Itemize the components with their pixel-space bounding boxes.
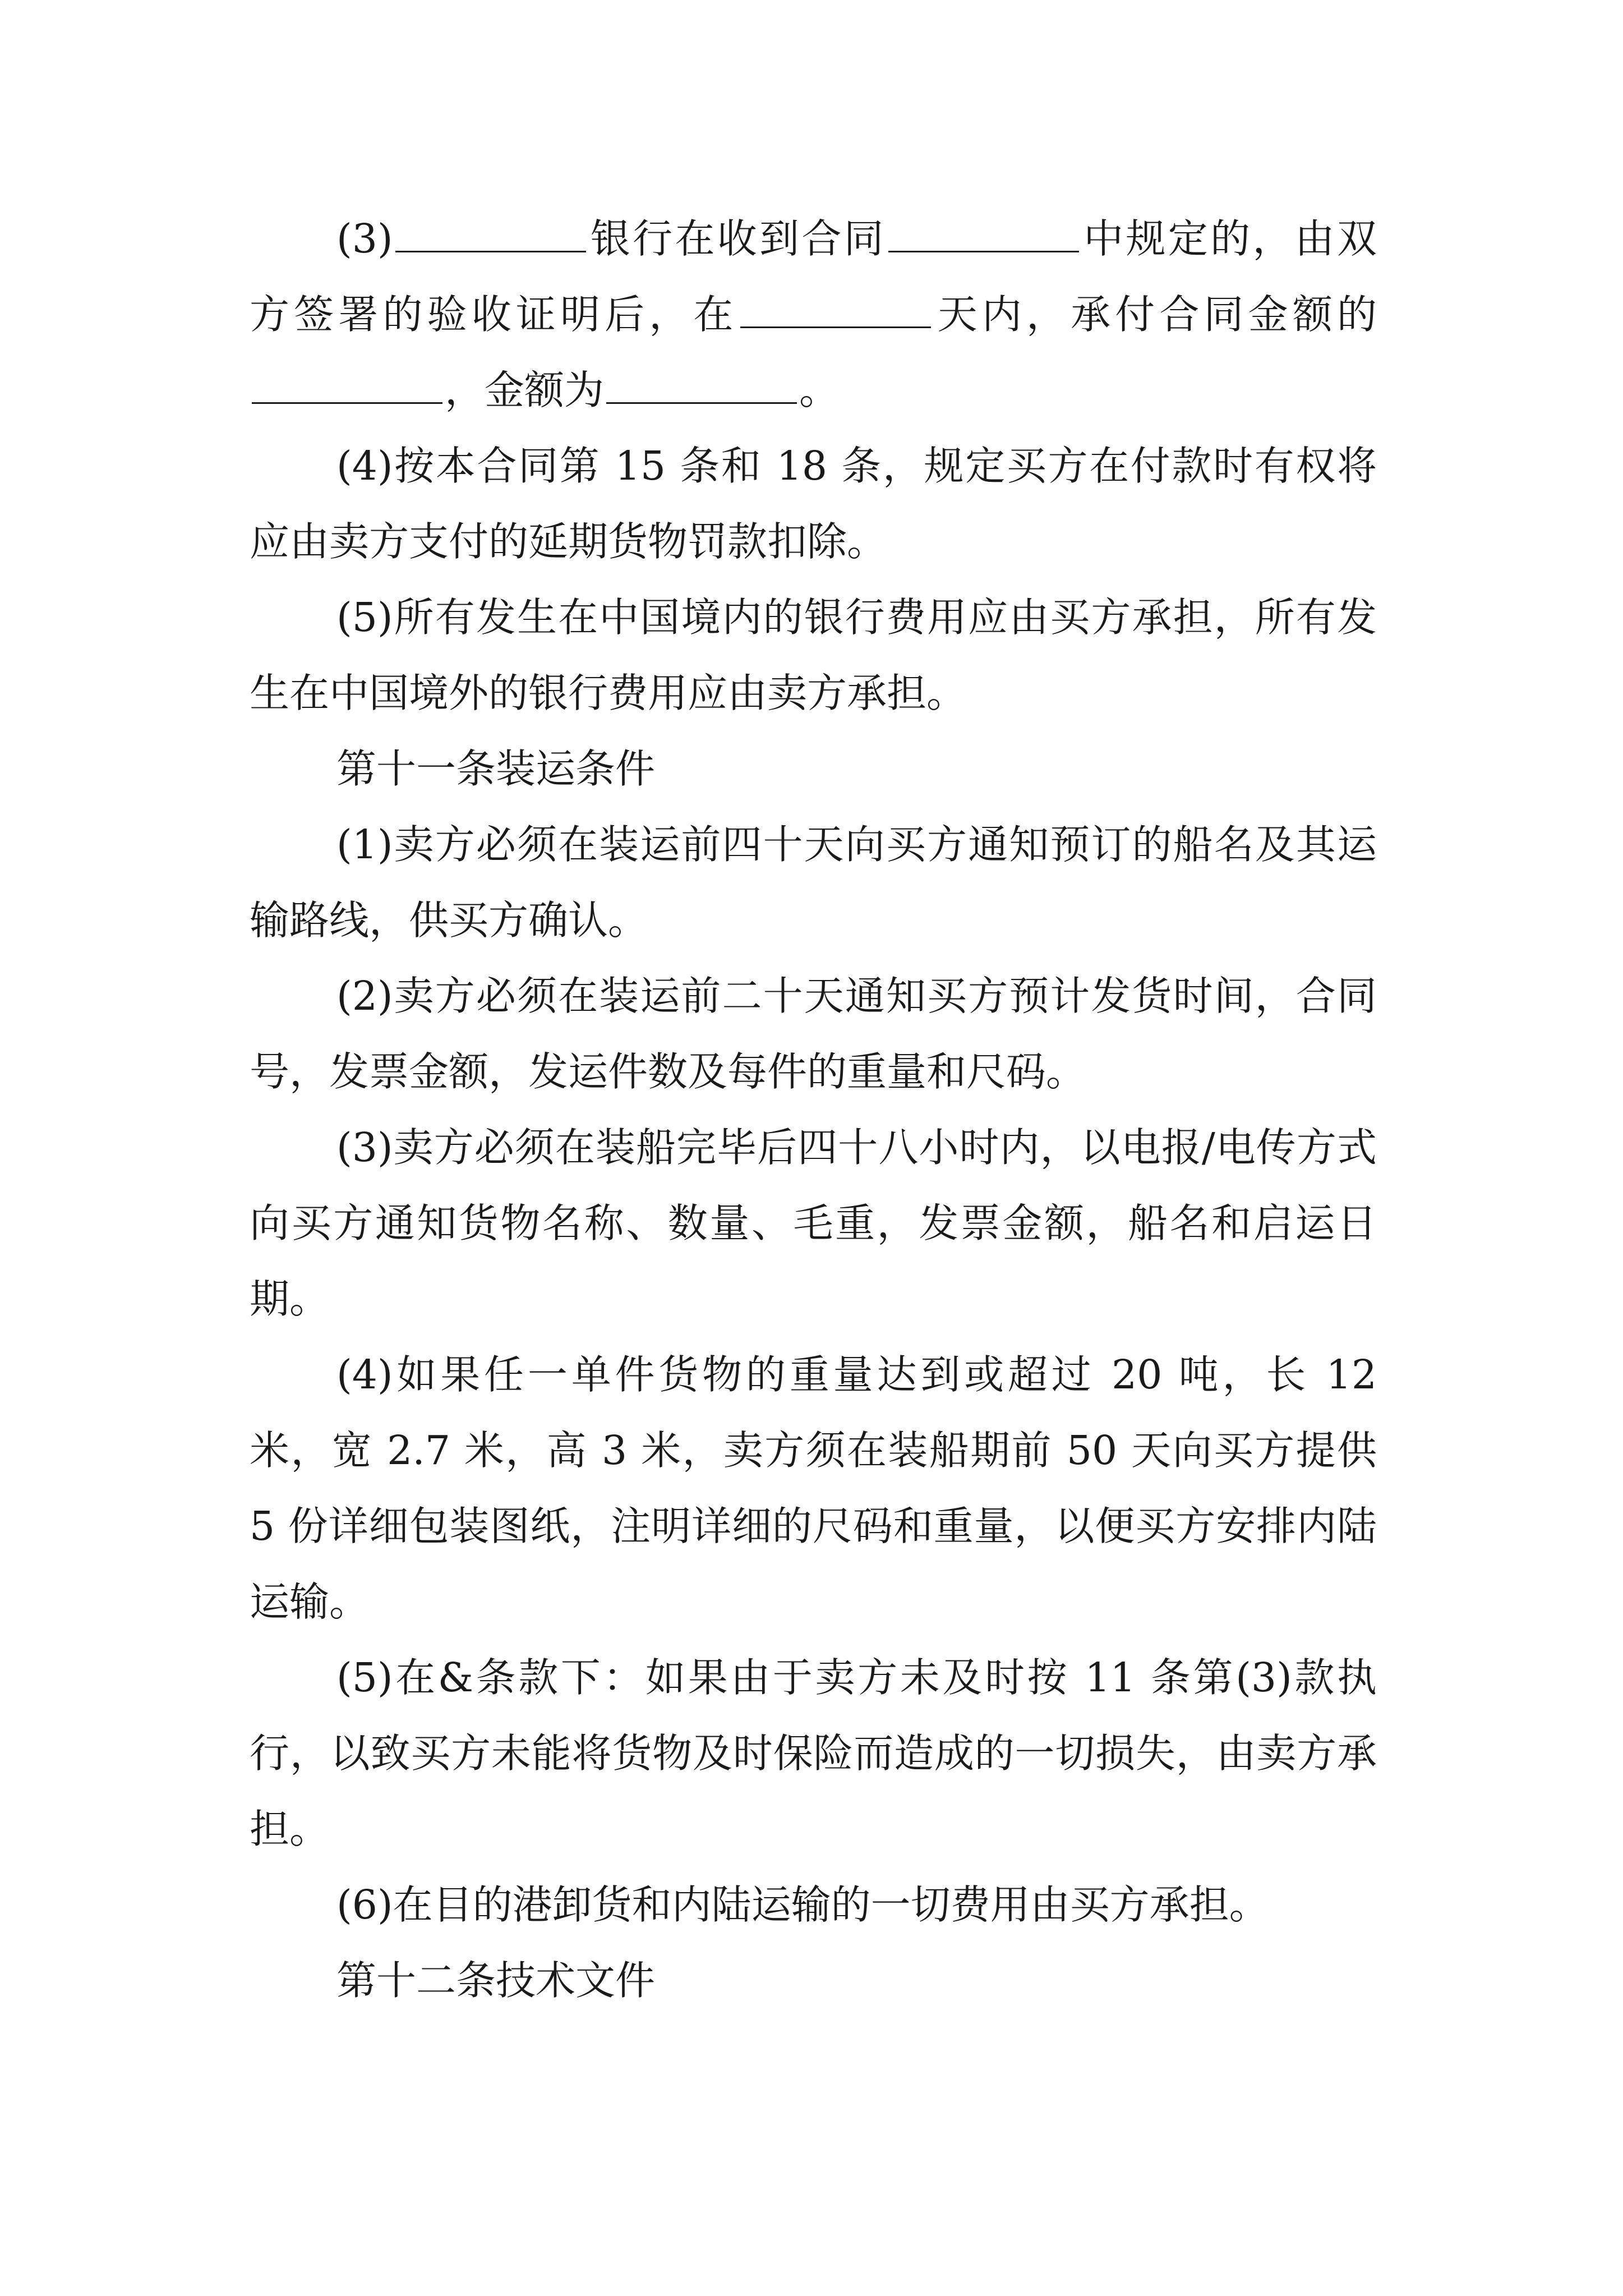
blank-field-days	[740, 293, 931, 328]
shipping-clause-3: (3)卖方必须在装船完毕后四十八小时内，以电报/电传方式向买方通知货物名称、数量、毛重，发票金额，船名和启运日期。	[250, 1124, 1377, 1322]
payment-clause-3: (3) 银行在收到合同 中规定的，由双方签署的验收证明后，在 天内，承付合同金额的，金额为 。	[250, 215, 1377, 413]
article-11-heading: 第十一条装运条件	[336, 746, 656, 792]
document-page	[250, 201, 1377, 2018]
blank-field-amount	[606, 369, 797, 404]
shipping-clause-5: (5)在&条款下：如果由于卖方未及时按 11 条第(3)款执行，以致买方未能将货物及时保险而造成的一切损失，由卖方承担。	[250, 1654, 1377, 1852]
shipping-clause-6: (6)在目的港卸货和内陆运输的一切费用由买方承担。	[336, 1881, 1269, 1928]
blank-field-bank	[395, 217, 586, 252]
shipping-clause-2: (2)卖方必须在装运前二十天通知买方预计发货时间，合同号，发票金额，发运件数及每件的重量和尺码。	[250, 973, 1377, 1095]
shipping-clause-1: (1)卖方必须在装运前四十天向买方通知预订的船名及其运输路线，供买方确认。	[250, 821, 1377, 944]
article-12-heading: 第十二条技术文件	[336, 1957, 656, 2004]
clause-number: (3)	[336, 215, 393, 262]
blank-field-contract	[888, 217, 1079, 252]
payment-clause-5: (5)所有发生在中国境内的银行费用应由买方承担，所有发生在中国境外的银行费用应由卖方承担。	[250, 594, 1377, 716]
payment-clause-4: (4)按本合同第 15 条和 18 条，规定买方在付款时有权将应由卖方支付的延期货物罚款扣除。	[250, 443, 1377, 565]
shipping-clause-4: (4)如果任一单件货物的重量达到或超过 20 吨，长 12 米，宽 2.7 米，高 3 米，卖方须在装船期前 50 天向买方提供 5 份详细包装图纸，注明详细的尺码和重量，以便买方安排内陆运输。	[250, 1351, 1377, 1625]
blank-field-percent	[252, 369, 442, 404]
